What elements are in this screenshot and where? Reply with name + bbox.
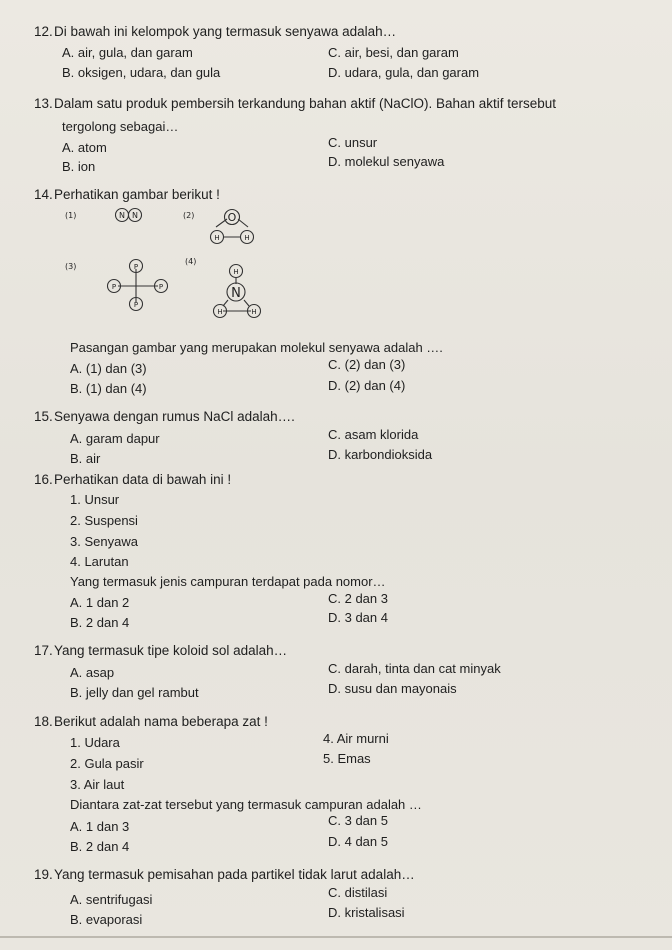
- option-a: A. 1 dan 3: [70, 819, 130, 834]
- option-d: D. udara, gula, dan garam: [328, 65, 480, 80]
- option-d: D. kristalisasi: [328, 905, 405, 920]
- atom-n-label: N: [132, 211, 138, 220]
- option-c: C. air, besi, dan garam: [328, 45, 459, 60]
- atom-p-label: P: [158, 283, 164, 291]
- list-item: 2. Suspensi: [70, 513, 138, 528]
- question-text: Dalam satu produk pembersih terkandung bahan aktif (NaClO). Bahan aktif tersebut: [54, 96, 557, 111]
- question-number: 15.: [34, 409, 53, 424]
- option-c: C. asam klorida: [328, 427, 419, 442]
- option-d: D. 3 dan 4: [328, 610, 388, 625]
- option-b: B. air: [70, 451, 101, 466]
- option-a: A. garam dapur: [70, 431, 160, 446]
- question-text-continued: tergolong sebagai…: [62, 119, 179, 134]
- option-b: B. evaporasi: [70, 912, 143, 927]
- figure-label-1: (1): [65, 211, 77, 220]
- option-d: D. susu dan mayonais: [328, 681, 457, 696]
- atom-n-label: N: [231, 286, 241, 301]
- option-b: B. 2 dan 4: [70, 839, 130, 854]
- question-number: 12.: [34, 24, 53, 39]
- figure-label-2: (2): [183, 211, 195, 220]
- question-number: 14.: [34, 187, 53, 202]
- question-17: [34, 642, 664, 660]
- question-text: Yang termasuk pemisahan pada partikel tidak larut adalah…: [54, 867, 415, 882]
- atom-n-label: N: [119, 211, 125, 220]
- option-c: C. 2 dan 3: [328, 591, 388, 606]
- question-number: 18.: [34, 714, 53, 729]
- atom-h-label: H: [214, 234, 220, 242]
- option-c: C. distilasi: [328, 885, 388, 900]
- option-c: C. unsur: [328, 135, 378, 150]
- option-c: C. 3 dan 5: [328, 813, 388, 828]
- option-b: B. oksigen, udara, dan gula: [62, 65, 221, 80]
- option-a: A. air, gula, dan garam: [62, 45, 193, 60]
- question-19: [34, 866, 664, 884]
- atom-p-label: P: [111, 283, 117, 291]
- question-text-continued: Pasangan gambar yang merupakan molekul senyawa adalah ….: [70, 340, 443, 355]
- atom-p-label: P: [133, 301, 139, 309]
- option-a: A. 1 dan 2: [70, 595, 130, 610]
- option-b: B. ion: [62, 159, 96, 174]
- list-item: 4. Larutan: [70, 554, 129, 569]
- atom-o-label: O: [227, 211, 237, 224]
- option-b: B. jelly dan gel rambut: [70, 685, 199, 700]
- option-d: D. (2) dan (4): [328, 378, 406, 393]
- question-text: Perhatikan gambar berikut !: [54, 187, 220, 202]
- option-a: A. atom: [62, 140, 107, 155]
- question-13: [34, 95, 664, 113]
- option-a: A. (1) dan (3): [70, 361, 147, 376]
- question-text: Senyawa dengan rumus NaCl adalah….: [54, 409, 295, 424]
- option-c: C. darah, tinta dan cat minyak: [328, 661, 501, 676]
- atom-h-label: H: [217, 308, 223, 316]
- option-b: B. 2 dan 4: [70, 615, 130, 630]
- option-d: D. 4 dan 5: [328, 834, 388, 849]
- figure-label-3: (3): [65, 262, 77, 271]
- list-item: 3. Air laut: [70, 777, 125, 792]
- option-d: D. karbondioksida: [328, 447, 433, 462]
- question-number: 17.: [34, 643, 53, 658]
- question-text: Perhatikan data di bawah ini !: [54, 472, 232, 487]
- figure-label-4: (4): [185, 257, 197, 266]
- question-18: [34, 713, 664, 731]
- atom-p-label: P: [133, 263, 139, 271]
- list-item: 3. Senyawa: [70, 534, 138, 549]
- option-b: B. (1) dan (4): [70, 381, 147, 396]
- atom-h-label: H: [251, 308, 257, 316]
- question-number: 13.: [34, 96, 53, 111]
- question-number: 19.: [34, 867, 53, 882]
- page-bottom-divider: [0, 936, 672, 938]
- question-16: [34, 471, 664, 489]
- list-item: 5. Emas: [323, 751, 371, 766]
- question-12: [34, 23, 664, 41]
- question-text: Di bawah ini kelompok yang termasuk senyawa adalah…: [54, 24, 397, 39]
- question-text: Yang termasuk tipe koloid sol adalah…: [54, 643, 288, 658]
- list-item: 1. Udara: [70, 735, 120, 750]
- question-text: Berikut adalah nama beberapa zat !: [54, 714, 268, 729]
- question-text-continued: Yang termasuk jenis campuran terdapat pada nomor…: [70, 574, 386, 589]
- option-a: A. asap: [70, 665, 115, 680]
- list-item: 2. Gula pasir: [70, 756, 144, 771]
- list-item: 1. Unsur: [70, 492, 120, 507]
- question-15: [34, 408, 664, 426]
- option-c: C. (2) dan (3): [328, 357, 406, 372]
- atom-h-label: H: [233, 268, 239, 276]
- option-a: A. sentrifugasi: [70, 892, 153, 907]
- question-number: 16.: [34, 472, 53, 487]
- list-item: 4. Air murni: [323, 731, 389, 746]
- option-d: D. molekul senyawa: [328, 154, 445, 169]
- molecule-figure: [60, 200, 290, 330]
- question-text-continued: Diantara zat-zat tersebut yang termasuk campuran adalah …: [70, 797, 422, 812]
- atom-h-label: H: [244, 234, 250, 242]
